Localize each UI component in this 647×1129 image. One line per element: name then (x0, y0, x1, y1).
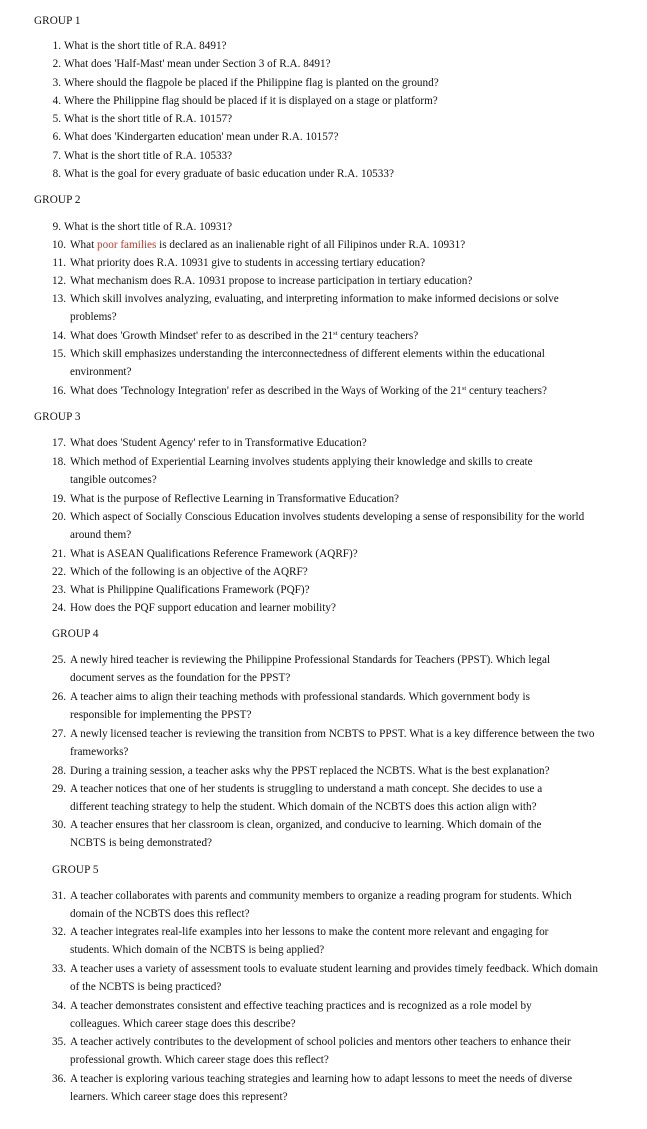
question-number: 9. (52, 221, 61, 233)
question-number: 19. (52, 493, 66, 505)
question-number: 22. (52, 566, 66, 578)
question-number: 13. (52, 293, 66, 305)
question-number: 32. (52, 926, 66, 938)
question-number: 14. (52, 330, 66, 342)
question-number: 1. (52, 40, 61, 52)
question-number: 18. (52, 456, 66, 468)
question-number: 24. (52, 602, 66, 614)
superscript: st (333, 330, 338, 337)
question-number: 33. (52, 963, 66, 975)
question-text: A teacher notices that one of her students is struggling to understand a math concept. She decides to use a different teaching strategy to help the student. Which domain of the NCBTS does this action align with? (70, 783, 543, 814)
question-number: 12. (52, 275, 66, 287)
question-text: What is ASEAN Qualifications Reference Framework (AQRF)? (70, 548, 358, 560)
question-text: Which skill emphasizes understanding the interconnectedness of different elements within the educational environment? (70, 348, 545, 379)
group-4-heading: GROUP 4 (52, 628, 99, 640)
question-number: 6. (52, 131, 61, 143)
question-text-part: century teachers? (337, 330, 419, 342)
question-text: During a training session, a teacher asks why the PPST replaced the NCBTS. What is the best explanation? (70, 765, 550, 777)
question-number: 11. (52, 257, 66, 269)
question-text: A teacher integrates real-life examples into her lessons to make the content more relevant and engaging for students. Which domain of the NCBTS is being applied? (70, 926, 549, 957)
question-number: 15. (52, 348, 66, 360)
question-text: What is the short title of R.A. 8491? (64, 40, 227, 52)
question-text (70, 382, 615, 400)
question-text: A teacher uses a variety of assessment tools to evaluate student learning and provides timely feedback. Which domain of the NCBTS is being practiced? (70, 963, 598, 994)
question-text: What is the goal for every graduate of basic education under R.A. 10533? (64, 168, 394, 180)
question-text: A newly licensed teacher is reviewing the transition from NCBTS to PPST. What is a key difference between the two frameworks? (70, 728, 595, 759)
question-number: 23. (52, 584, 66, 596)
question-text: Where the Philippine flag should be placed if it is displayed on a stage or platform? (64, 95, 438, 107)
question-number: 2. (52, 58, 61, 70)
question-number: 17. (52, 437, 66, 449)
question-text-part: century teachers? (466, 385, 547, 397)
question-number: 35. (52, 1036, 66, 1048)
question-number: 16. (52, 385, 66, 397)
question-number: 27. (52, 728, 66, 740)
question-text: A teacher ensures that her classroom is clean, organized, and conducive to learning. Which domain of the NCBTS is being demonstrated? (70, 819, 542, 850)
question-text: A teacher is exploring various teaching strategies and learning how to adapt lessons to meet the needs of diverse learners. Which career stage does this represent? (70, 1073, 573, 1104)
question-text: Which aspect of Socially Conscious Education involves students developing a sense of responsibility for the world around them? (70, 511, 585, 542)
question-number: 10. (52, 239, 66, 251)
question-number: 7. (52, 150, 61, 162)
question-number: 28. (52, 765, 66, 777)
question-number: 5. (52, 113, 61, 125)
question-text: What is the short title of R.A. 10157? (64, 113, 233, 125)
question-text: Which of the following is an objective of the AQRF? (70, 566, 308, 578)
question-number: 25. (52, 654, 66, 666)
question-text: What does 'Kindergarten education' mean under R.A. 10157? (64, 131, 339, 143)
question-text (70, 327, 600, 345)
question-text-part: What does 'Technology Integration' refer as described in the Ways of Working of the 21 (70, 385, 462, 397)
question-text-part: What does 'Growth Mindset' refer to as described in the 21 (70, 330, 334, 342)
superscript: st (461, 385, 467, 392)
question-text: A newly hired teacher is reviewing the Philippine Professional Standards for Teachers (PPST). Which legal document serves as the foundation for the PPST? (70, 654, 551, 685)
question-text: A teacher demonstrates consistent and effective teaching practices and is recognized as a role model by colleagues. Which career stage does this describe? (70, 1000, 532, 1031)
group-1-heading: GROUP 1 (34, 15, 81, 27)
question-number: 30. (52, 819, 66, 831)
question-text: Where should the flagpole be placed if the Philippine flag is planted on the ground? (64, 77, 439, 89)
question-text: A teacher aims to align their teaching methods with professional standards. Which government body is responsible for implementing the PPST? (70, 691, 530, 722)
question-text: What priority does R.A. 10931 give to students in accessing tertiary education? (70, 257, 426, 269)
question-number: 31. (52, 890, 66, 902)
question-text: What is Philippine Qualifications Framework (PQF)? (70, 584, 310, 596)
group-2-heading: GROUP 2 (34, 194, 81, 206)
group-3-heading: GROUP 3 (34, 411, 81, 423)
question-text-part: is declared as an inalienable right of all Filipinos under R.A. 10931? (156, 239, 466, 251)
question-text: What does 'Student Agency' refer to in Transformative Education? (70, 437, 367, 449)
question-text: What mechanism does R.A. 10931 propose to increase participation in tertiary education? (70, 275, 473, 287)
question-text: What does 'Half-Mast' mean under Section 3 of R.A. 8491? (64, 58, 331, 70)
question-number: 29. (52, 783, 66, 795)
question-text: Which skill involves analyzing, evaluating, and interpreting information to make informed decisions or solve problems? (70, 293, 559, 324)
question-text: What is the purpose of Reflective Learning in Transformative Education? (70, 493, 400, 505)
question-text-part: What (70, 239, 98, 251)
question-number: 3. (52, 77, 61, 89)
question-text: Which method of Experiential Learning involves students applying their knowledge and skills to create tangible outcomes? (70, 456, 533, 487)
question-number: 8. (52, 168, 61, 180)
question-number: 34. (52, 1000, 66, 1012)
question-text: How does the PQF support education and learner mobility? (70, 602, 336, 614)
question-text: What is the short title of R.A. 10931? (64, 221, 233, 233)
question-text: What is the short title of R.A. 10533? (64, 150, 233, 162)
question-text: A teacher collaborates with parents and community members to organize a reading program for students. Which domain of the NCBTS does this reflect? (70, 890, 572, 921)
question-number: 20. (52, 511, 66, 523)
question-number: 26. (52, 691, 66, 703)
question-number: 36. (52, 1073, 66, 1085)
question-text (70, 236, 600, 254)
question-number: 4. (52, 95, 61, 107)
highlighted-phrase: poor families (97, 239, 157, 251)
question-number: 21. (52, 548, 66, 560)
question-text: A teacher actively contributes to the development of school policies and mentors other teachers to enhance their professional growth. Which career stage does this reflect? (70, 1036, 571, 1067)
group-5-heading: GROUP 5 (52, 864, 99, 876)
